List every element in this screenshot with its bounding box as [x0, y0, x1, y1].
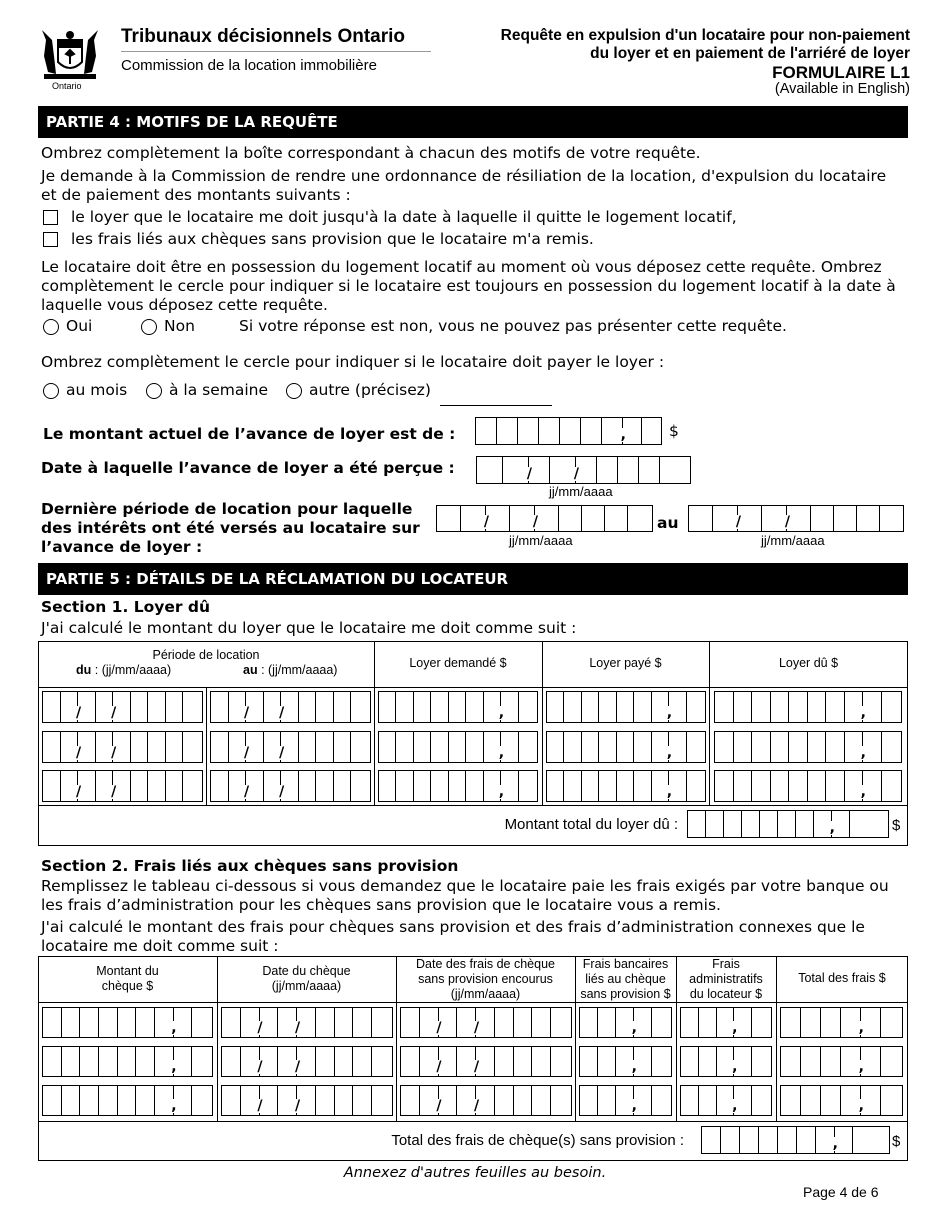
page-number: Page 4 de 6 [803, 1184, 879, 1200]
form-title-1: Requête en expulsion d'un locataire pour non-paiement [500, 27, 910, 44]
total-fee-field[interactable]: , [780, 1007, 903, 1038]
form-title-2: du loyer et en paiement de l'arriéré de loyer [590, 45, 910, 62]
rent-charged-field[interactable]: , [378, 770, 538, 802]
possession-line-1: Le locataire doit être en possession du logement locatif au moment où vous déposez cette requête. Ombrez [41, 258, 882, 276]
cheque-amount-field[interactable]: , [42, 1046, 213, 1077]
nsf-total-dollar: $ [892, 1133, 901, 1150]
nsf-col-bank-fee: Frais bancaires liés au chèque sans provision $ [580, 957, 671, 1001]
logo-caption: Ontario [52, 81, 82, 91]
rent-paid-field[interactable]: , [546, 691, 706, 723]
monthly-label: au mois [66, 381, 128, 399]
coat-of-arms-icon [36, 26, 104, 82]
rent-to-date-field[interactable]: / / [210, 691, 371, 723]
section2-line-1: Remplissez le tableau ci-dessous si vous demandez que le locataire paie les frais exigés par votre banque ou [41, 877, 889, 895]
admin-fee-field[interactable]: , [680, 1007, 772, 1038]
admin-fee-field[interactable]: , [680, 1085, 772, 1116]
nsf-col-admin-fee: Frais administratifs du locateur $ [689, 957, 763, 1001]
rent-total-field[interactable]: , [687, 810, 889, 838]
attach-note: Annexez d'autres feuilles au besoin. [343, 1165, 607, 1181]
nsf-date-field[interactable]: / / [400, 1085, 572, 1116]
interest-label-3: l’avance de loyer : [41, 538, 203, 556]
no-radio[interactable] [141, 319, 157, 335]
weekly-label: à la semaine [169, 381, 269, 399]
nsf-col-amount: Montant du chèque $ [96, 964, 159, 993]
interest-to-date-field[interactable]: / / [688, 505, 904, 532]
cheque-date-field[interactable]: / / [221, 1007, 393, 1038]
yes-label: Oui [66, 317, 93, 335]
rent-paid-field[interactable]: , [546, 731, 706, 763]
deposit-amount-field[interactable]: , [475, 417, 662, 445]
rent-to-date-field[interactable]: / / [210, 770, 371, 802]
deposit-date-label: Date à laquelle l’avance de loyer a été perçue : [41, 459, 455, 477]
nsf-checkbox[interactable] [43, 232, 58, 247]
possession-line-3: laquelle vous déposez cette requête. [41, 296, 328, 314]
bank-fee-field[interactable]: , [579, 1085, 672, 1116]
total-fee-field[interactable]: , [780, 1046, 903, 1077]
bank-fee-field[interactable]: , [579, 1046, 672, 1077]
cheque-amount-field[interactable]: , [42, 1007, 213, 1038]
rent-col-period: Période de location [152, 648, 260, 662]
deposit-dollar: $ [669, 422, 679, 440]
other-radio[interactable] [286, 383, 302, 399]
interest-to-format: jj/mm/aaaa [761, 533, 825, 548]
other-specify-line[interactable] [440, 405, 552, 406]
nsf-col-nsf-date: Date des frais de chèque sans provision encourus (jj/mm/aaaa) [416, 957, 555, 1001]
rent-from-date-field[interactable]: / / [42, 770, 203, 802]
nsf-total-field[interactable]: , [701, 1126, 890, 1154]
total-fee-field[interactable]: , [780, 1085, 903, 1116]
rent-owing-field[interactable]: , [714, 731, 902, 763]
part4-instruction: Ombrez complètement la boîte correspondant à chacun des motifs de votre requête. [41, 144, 701, 162]
possession-line-2: complètement le cercle pour indiquer si le locataire est toujours en possession du logement locatif à la date à [41, 277, 896, 295]
ontario-logo [36, 26, 104, 92]
rent-col-paid: Loyer payé $ [589, 656, 662, 670]
other-label: autre (précisez) [309, 381, 431, 399]
monthly-radio[interactable] [43, 383, 59, 399]
nsf-date-field[interactable]: / / [400, 1007, 572, 1038]
rent-to-date-field[interactable]: / / [210, 731, 371, 763]
section1-intro: J'ai calculé le montant du loyer que le locataire me doit comme suit : [41, 619, 577, 637]
rent-paid-field[interactable]: , [546, 770, 706, 802]
rent-col-charged: Loyer demandé $ [409, 656, 507, 670]
cheque-date-field[interactable]: / / [221, 1046, 393, 1077]
section2-line-2: les frais d’administration pour les chèques sans provision que le locataire vous a remis. [41, 896, 721, 914]
section1-title: Section 1. Loyer dû [41, 598, 211, 616]
part4-heading: PARTIE 4 : MOTIFS DE LA REQUÊTE [38, 106, 908, 138]
deposit-label: Le montant actuel de l’avance de loyer est de : [43, 425, 456, 443]
org-name: Tribunaux décisionnels Ontario [121, 26, 405, 47]
deposit-date-field[interactable]: / / [476, 456, 691, 484]
available-english: (Available in English) [774, 81, 910, 97]
request-line-2: et de paiement des montants suivants : [41, 186, 351, 204]
rent-from-date-field[interactable]: / / [42, 691, 203, 723]
rent-col-owing: Loyer dû $ [778, 656, 839, 670]
weekly-radio[interactable] [146, 383, 162, 399]
rent-owing-checkbox[interactable] [43, 210, 58, 225]
rent-owing-field[interactable]: , [714, 770, 902, 802]
rent-from-date-field[interactable]: / / [42, 731, 203, 763]
cheque-amount-field[interactable]: , [42, 1085, 213, 1116]
nsf-date-field[interactable]: / / [400, 1046, 572, 1077]
rent-owing-label: le loyer que le locataire me doit jusqu'à la date à laquelle il quitte le logement locatif, [71, 208, 737, 226]
interest-to-label: au [657, 514, 679, 532]
bank-fee-field[interactable]: , [579, 1007, 672, 1038]
nsf-col-date: Date du chèque (jj/mm/aaaa) [262, 964, 351, 993]
rent-charged-field[interactable]: , [378, 691, 538, 723]
nsf-col-total: Total des frais $ [798, 971, 886, 985]
yes-radio[interactable] [43, 319, 59, 335]
part5-heading: PARTIE 5 : DÉTAILS DE LA RÉCLAMATION DU LOCATEUR [38, 563, 908, 595]
section2-title: Section 2. Frais liés aux chèques sans provision [41, 857, 459, 875]
interest-from-format: jj/mm/aaaa [509, 533, 573, 548]
no-label: Non [164, 317, 195, 335]
interest-from-date-field[interactable]: / / [436, 505, 653, 532]
rent-col-to: au : (jj/mm/aaaa) [243, 663, 338, 677]
nsf-total-label: Total des frais de chèque(s) sans provision : [391, 1132, 684, 1149]
rent-period-question: Ombrez complètement le cercle pour indiquer si le locataire doit payer le loyer : [41, 353, 665, 371]
interest-label-2: des intérêts ont été versés au locataire sur [41, 519, 420, 537]
nsf-label: les frais liés aux chèques sans provision que le locataire m'a remis. [71, 230, 594, 248]
deposit-date-format: jj/mm/aaaa [549, 484, 613, 499]
rent-owing-field[interactable]: , [714, 691, 902, 723]
form-id: FORMULAIRE L1 [772, 63, 910, 82]
board-name: Commission de la location immobilière [121, 57, 377, 74]
rent-total-label: Montant total du loyer dû : [504, 816, 678, 833]
admin-fee-field[interactable]: , [680, 1046, 772, 1077]
rent-col-from: du : (jj/mm/aaaa) [76, 663, 172, 677]
no-note: Si votre réponse est non, vous ne pouvez pas présenter cette requête. [239, 317, 787, 335]
cheque-date-field[interactable]: / / [221, 1085, 393, 1116]
interest-label-1: Dernière période de location pour laquelle [41, 500, 413, 518]
section2-line-3: J'ai calculé le montant des frais pour chèques sans provision et des frais d’administration connexes que le [41, 918, 865, 936]
rent-total-dollar: $ [892, 817, 901, 834]
section2-line-4: locataire me doit comme suit : [41, 937, 279, 955]
rent-charged-field[interactable]: , [378, 731, 538, 763]
request-line-1: Je demande à la Commission de rendre une ordonnance de résiliation de la location, d'expulsion du locataire [41, 167, 887, 185]
